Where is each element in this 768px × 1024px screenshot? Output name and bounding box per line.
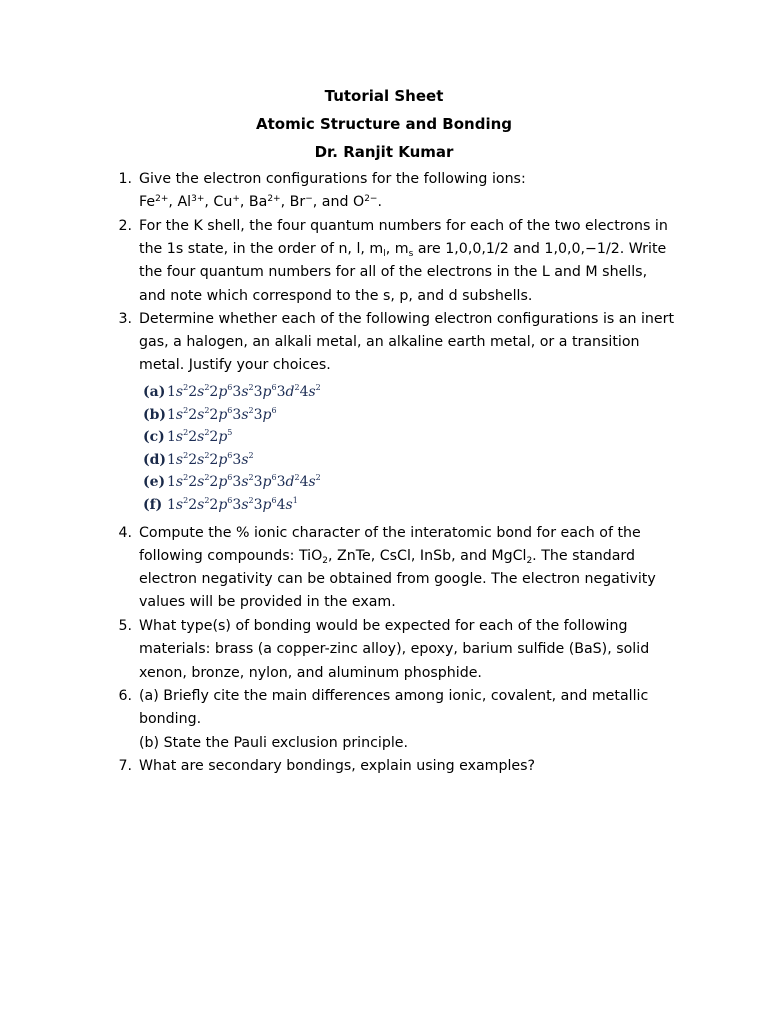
ion-fe: Fe	[139, 194, 156, 210]
electron-count: 6	[271, 473, 277, 482]
shell-number: 3	[276, 474, 286, 490]
question-2-line-2	[139, 239, 666, 259]
subshell-letter: s	[197, 474, 205, 490]
subshell-letter: s	[241, 384, 249, 400]
shell-number: 2	[188, 407, 198, 423]
text-span: are 1,0,0,1/2 and 1,0,0,−1/2. Write	[413, 241, 667, 257]
ion-cu: Cu	[213, 194, 233, 210]
shell-number: 2	[209, 407, 219, 423]
shell-number: 3	[253, 407, 263, 423]
electron-count: 2	[183, 496, 189, 505]
electron-count: 2	[248, 496, 254, 505]
question-6-line-1: (a) Briefly cite the main differences among ionic, covalent, and metallic	[139, 688, 649, 704]
subshell-letter: p	[262, 474, 272, 490]
shell-number: 2	[188, 474, 198, 490]
electron-count: 2	[294, 473, 300, 482]
orbital-term	[232, 474, 253, 490]
orbital-term	[277, 474, 300, 490]
shell-number: 1	[167, 429, 176, 445]
shell-number: 4	[299, 384, 309, 400]
electron-count: 6	[227, 451, 233, 460]
shell-number: 3	[232, 497, 242, 513]
shell-number: 3	[253, 497, 263, 513]
subshell-letter: s	[175, 407, 184, 423]
electron-count: 2	[294, 383, 300, 392]
subshell-letter: s	[285, 497, 293, 513]
shell-number: 2	[209, 474, 219, 490]
shell-number: 3	[253, 384, 263, 400]
shell-number: 2	[209, 429, 219, 445]
subshell-letter: p	[218, 474, 228, 490]
question-3-line-1: Determine whether each of the following electron configurations is an inert	[139, 311, 675, 327]
question-3-line-3: metal. Justify your choices.	[139, 357, 331, 373]
question-6-line-3: (b) State the Pauli exclusion principle.	[139, 735, 409, 751]
orbital-term	[232, 452, 253, 468]
electron-count: 2	[204, 496, 210, 505]
orbital-term	[188, 384, 209, 400]
shell-number: 3	[232, 474, 242, 490]
orbital-term	[188, 429, 209, 445]
orbital-term	[209, 497, 232, 513]
electron-count: 6	[227, 473, 233, 482]
subshell-letter: p	[218, 452, 228, 468]
orbital-term	[209, 407, 232, 423]
shell-number: 4	[299, 474, 309, 490]
subshell-letter: p	[218, 384, 228, 400]
orbital-term	[188, 452, 209, 468]
question-6-line-2: bonding.	[139, 711, 202, 727]
shell-number: 2	[188, 452, 198, 468]
orbital-term	[167, 497, 188, 513]
config-option-label: (e)	[143, 474, 166, 490]
ion-br: Br	[289, 194, 306, 210]
orbital-term	[167, 407, 188, 423]
orbital-term	[167, 452, 188, 468]
electron-count: 6	[271, 406, 277, 415]
text-span: , m	[385, 241, 409, 257]
electron-count: 2	[204, 473, 210, 482]
electron-count: 2	[183, 428, 189, 437]
electron-count: 2	[248, 383, 254, 392]
subshell-letter: s	[241, 452, 249, 468]
subshell-letter: s	[241, 474, 249, 490]
electron-count: 2	[248, 473, 254, 482]
shell-number: 2	[188, 497, 198, 513]
shell-number: 2	[188, 384, 198, 400]
orbital-term	[209, 452, 232, 468]
question-7-line-1: What are secondary bondings, explain using examples?	[139, 758, 536, 774]
question-4-line-1: Compute the % ionic character of the interatomic bond for each of the	[139, 525, 641, 541]
shell-number: 4	[276, 497, 286, 513]
subshell-letter: p	[262, 497, 272, 513]
subshell-letter: s	[175, 384, 184, 400]
electron-count: 2	[248, 451, 254, 460]
orbital-term	[254, 474, 277, 490]
ion-al: Al	[177, 194, 192, 210]
shell-number: 1	[167, 384, 176, 400]
orbital-term	[232, 384, 253, 400]
question-1-text: Give the electron configurations for the following ions:	[139, 171, 526, 187]
orbital-term	[209, 429, 232, 445]
shell-number: 3	[232, 384, 242, 400]
question-5-line-2: materials: brass (a copper-zinc alloy), epoxy, barium sulfide (BaS), solid	[139, 641, 650, 657]
subscript: l	[383, 249, 386, 259]
subscript: s	[408, 249, 414, 259]
question-number: 4.	[118, 525, 132, 541]
question-number: 5.	[118, 618, 132, 634]
page-title: Tutorial Sheet	[324, 87, 444, 105]
electron-count: 2	[204, 451, 210, 460]
subshell-letter: p	[218, 429, 228, 445]
orbital-term	[300, 384, 321, 400]
ion-o: O	[353, 194, 365, 210]
subscript: 2	[322, 556, 329, 566]
electron-count: 6	[227, 496, 233, 505]
conjunction: and	[321, 194, 349, 210]
shell-number: 3	[232, 452, 242, 468]
orbital-term	[277, 497, 298, 513]
shell-number: 2	[209, 497, 219, 513]
subshell-letter: s	[175, 452, 184, 468]
question-2-line-4: and note which correspond to the s, p, and d subshells.	[139, 288, 533, 304]
electron-count: 2	[183, 473, 189, 482]
electron-count: 2	[204, 406, 210, 415]
shell-number: 1	[167, 452, 176, 468]
electron-count: 6	[227, 383, 233, 392]
subshell-letter: s	[308, 384, 316, 400]
shell-number: 1	[167, 407, 176, 423]
question-number: 1.	[118, 171, 132, 187]
ion-charge: +	[232, 194, 240, 204]
subshell-letter: s	[197, 384, 205, 400]
orbital-term	[209, 384, 232, 400]
config-option-label: (a)	[143, 384, 166, 400]
subshell-letter: s	[175, 474, 184, 490]
orbital-term	[167, 429, 188, 445]
electron-count: 2	[248, 406, 254, 415]
subshell-letter: s	[241, 407, 249, 423]
text-span: the 1s state, in the order of n, l, m	[139, 241, 384, 257]
subshell-letter: s	[197, 452, 205, 468]
shell-number: 3	[276, 384, 286, 400]
question-number: 7.	[118, 758, 132, 774]
electron-count: 2	[183, 406, 189, 415]
electron-count: 2	[183, 451, 189, 460]
ion-charge: 3+	[191, 194, 205, 204]
shell-number: 1	[167, 474, 176, 490]
ion-ba: Ba	[248, 194, 268, 210]
question-5-line-3: xenon, bronze, nylon, and aluminum phosphide.	[139, 665, 482, 681]
ion-charge: 2−	[364, 194, 378, 204]
orbital-term	[232, 497, 253, 513]
question-3-line-2: gas, a halogen, an alkali metal, an alkaline earth metal, or a transition	[139, 334, 640, 350]
electron-count: 2	[204, 428, 210, 437]
page-subtitle: Atomic Structure and Bonding	[255, 115, 513, 133]
config-option-c	[143, 427, 232, 447]
question-number: 6.	[118, 688, 132, 704]
text-span: . The standard	[532, 548, 636, 564]
orbital-term	[254, 497, 277, 513]
question-2-line-1: For the K shell, the four quantum numbers for each of the two electrons in	[139, 218, 668, 234]
config-option-e	[143, 472, 321, 492]
question-4-line-4: values will be provided in the exam.	[139, 594, 396, 610]
shell-number: 1	[167, 497, 176, 513]
ion-charge: −	[305, 194, 313, 204]
subshell-letter: s	[197, 407, 205, 423]
subshell-letter: s	[197, 429, 205, 445]
orbital-term	[188, 474, 209, 490]
question-number: 3.	[118, 311, 132, 327]
shell-number: 3	[232, 407, 242, 423]
electron-count: 2	[315, 473, 321, 482]
config-option-label: (c)	[143, 429, 165, 445]
subshell-letter: d	[285, 474, 295, 490]
electron-count: 2	[204, 383, 210, 392]
subshell-letter: s	[175, 429, 184, 445]
question-number: 2.	[118, 218, 132, 234]
orbital-term	[209, 474, 232, 490]
question-1-ions: $Fe^{2+}$, $Al^{3+}$, Cu+, $Ba^{2+}$, Br−, and $O^{2-}$.	[139, 194, 382, 210]
orbital-term	[254, 384, 277, 400]
config-option-label: (b)	[143, 407, 167, 423]
subshell-letter: s	[175, 497, 184, 513]
text-span: , ZnTe, CsCl, InSb, and MgCl	[328, 548, 527, 564]
electron-count: 6	[271, 383, 277, 392]
question-4-line-3: electron negativity can be obtained from google. The electron negativity	[139, 571, 656, 587]
orbital-term	[277, 384, 300, 400]
electron-count: 2	[183, 383, 189, 392]
electron-count: 1	[292, 496, 298, 505]
text-span: following compounds: TiO	[139, 548, 323, 564]
shell-number: 3	[253, 474, 263, 490]
author-name: Dr. Ranjit Kumar	[314, 143, 454, 161]
ion-charge: 2+	[267, 194, 281, 204]
subscript: 2	[526, 556, 533, 566]
subshell-letter: s	[241, 497, 249, 513]
question-5-line-1: What type(s) of bonding would be expected for each of the following	[139, 618, 628, 634]
subshell-letter: s	[197, 497, 205, 513]
config-option-a	[143, 382, 321, 402]
subshell-letter: d	[285, 384, 295, 400]
electron-count: 5	[227, 428, 233, 437]
electron-count: 6	[227, 406, 233, 415]
config-option-b	[143, 405, 277, 425]
subshell-letter: p	[218, 497, 228, 513]
config-option-d	[143, 450, 254, 470]
shell-number: 2	[209, 452, 219, 468]
orbital-term	[167, 384, 188, 400]
orbital-term	[232, 407, 253, 423]
orbital-term	[300, 474, 321, 490]
orbital-term	[188, 497, 209, 513]
question-4-line-2	[139, 546, 635, 566]
config-option-label: (d)	[143, 452, 167, 468]
question-2-line-3: the four quantum numbers for all of the electrons in the L and M shells,	[139, 264, 648, 280]
orbital-term	[254, 407, 277, 423]
ion-charge: 2+	[155, 194, 169, 204]
config-option-label: (f)	[143, 497, 163, 513]
subshell-letter: p	[262, 407, 272, 423]
subshell-letter: s	[308, 474, 316, 490]
orbital-term	[188, 407, 209, 423]
electron-count: 6	[271, 496, 277, 505]
subshell-letter: p	[218, 407, 228, 423]
subshell-letter: p	[262, 384, 272, 400]
electron-count: 2	[315, 383, 321, 392]
orbital-term	[167, 474, 188, 490]
config-option-f	[143, 495, 298, 515]
shell-number: 2	[209, 384, 219, 400]
shell-number: 2	[188, 429, 198, 445]
